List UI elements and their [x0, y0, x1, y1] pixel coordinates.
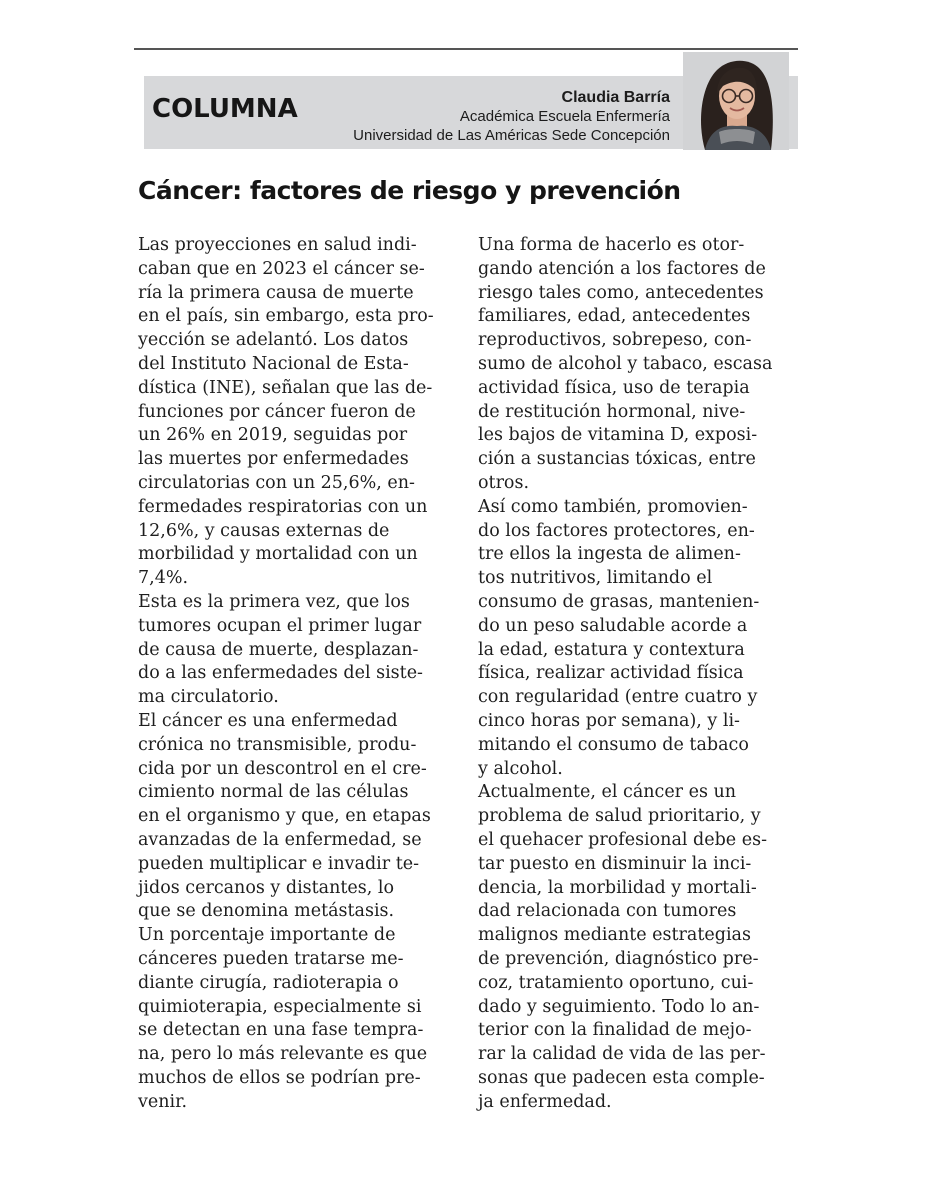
body-line: de restitución hormonal, nive- [478, 401, 746, 422]
body-line: cida por un descontrol en el cre- [138, 758, 427, 779]
body-line: cimiento normal de las células [138, 782, 409, 803]
body-line: Actualmente, el cáncer es un [478, 782, 737, 803]
author-portrait-icon [683, 52, 789, 150]
body-line: actividad física, uso de terapia [478, 377, 750, 398]
body-line: las muertes por enfermedades [138, 449, 409, 470]
section-label: COLUMNA [152, 94, 298, 124]
body-line: caban que en 2023 el cáncer se- [138, 258, 425, 279]
article-title: Cáncer: factores de riesgo y prevención [138, 176, 681, 205]
body-line: do los factores protectores, en- [478, 520, 755, 541]
body-line: dado y seguimiento. Todo lo an- [478, 996, 760, 1017]
body-line: ción a sustancias tóxicas, entre [478, 449, 756, 470]
body-line: del Instituto Nacional de Esta- [138, 353, 409, 374]
body-line: Esta es la primera vez, que los [138, 591, 410, 612]
body-line: sumo de alcohol y tabaco, escasa [478, 353, 773, 374]
body-line: avanzadas de la enfermedad, se [138, 829, 422, 850]
body-line: tos nutritivos, limitando el [478, 568, 713, 589]
body-line: un 26% en 2019, seguidas por [138, 425, 408, 446]
body-line: la edad, estatura y contextura [478, 639, 745, 660]
body-line: gando atención a los factores de [478, 258, 766, 279]
article-column-left [138, 234, 458, 1114]
body-line: mitando el consumo de tabaco [478, 734, 749, 755]
body-line: 7,4%. [138, 568, 189, 589]
body-line: morbilidad y mortalidad con un [138, 544, 418, 565]
body-line: el quehacer profesional debe es- [478, 829, 767, 850]
top-rule [134, 48, 798, 50]
body-line: con regularidad (entre cuatro y [478, 687, 758, 708]
body-line: y alcohol. [478, 758, 563, 779]
body-line: pueden multiplicar e invadir te- [138, 853, 420, 874]
body-line: que se denomina metástasis. [138, 901, 395, 922]
body-line: cinco horas por semana), y li- [478, 710, 740, 731]
body-line: crónica no transmisible, produ- [138, 734, 417, 755]
body-line: familiares, edad, antecedentes [478, 306, 751, 327]
author-role: Académica Escuela Enfermería [459, 108, 670, 125]
body-line: jidos cercanos y distantes, lo [138, 877, 395, 898]
author-photo [683, 52, 789, 150]
body-line: venir. [138, 1091, 188, 1112]
body-line: 12,6%, y causas externas de [138, 520, 390, 541]
body-line: dística (INE), señalan que las de- [138, 377, 433, 398]
body-line: do un peso saludable acorde a [478, 615, 748, 636]
author-institution: Universidad de Las Américas Sede Concepción [353, 127, 670, 144]
body-line: tar puesto en disminuir la inci- [478, 853, 752, 874]
body-line: reproductivos, sobrepeso, con- [478, 330, 752, 351]
body-line: sonas que padecen esta comple- [478, 1067, 765, 1088]
body-line: en el país, sin embargo, esta pro- [138, 306, 434, 327]
body-line: riesgo tales como, antecedentes [478, 282, 764, 303]
body-line: dencia, la morbilidad y mortali- [478, 877, 757, 898]
body-line: otros. [478, 472, 530, 493]
body-line: Una forma de hacerlo es otor- [478, 235, 745, 255]
body-line: ría la primera causa de muerte [138, 282, 414, 303]
body-line: física, realizar actividad física [478, 663, 744, 684]
body-line: do a las enfermedades del siste- [138, 663, 423, 684]
body-line: rar la calidad de vida de las per- [478, 1044, 766, 1065]
body-line: funciones por cáncer fueron de [138, 401, 416, 422]
body-line: se detectan en una fase tempra- [138, 1020, 424, 1041]
article-column-right [478, 234, 798, 1114]
author-block [353, 88, 670, 145]
body-line: de prevención, diagnóstico pre- [478, 948, 759, 969]
body-line: quimioterapia, especialmente si [138, 996, 422, 1017]
body-line: na, pero lo más relevante es que [138, 1044, 428, 1065]
body-line: malignos mediante estrategias [478, 925, 751, 946]
body-line: consumo de grasas, mantenien- [478, 591, 760, 612]
column-header-band-edge [788, 76, 798, 149]
body-line: El cáncer es una enfermedad [138, 710, 398, 731]
body-line: Las proyecciones en salud indi- [138, 235, 417, 255]
body-line: terior con la finalidad de mejo- [478, 1020, 752, 1041]
body-line: diante cirugía, radioterapia o [138, 972, 399, 993]
body-line: tre ellos la ingesta de alimen- [478, 544, 741, 565]
body-line: problema de salud prioritario, y [478, 806, 761, 827]
body-line: les bajos de vitamina D, exposi- [478, 425, 758, 446]
body-line: muchos de ellos se podrían pre- [138, 1067, 421, 1088]
body-line: Así como también, promovien- [478, 496, 748, 517]
body-line: circulatorias con un 25,6%, en- [138, 472, 415, 493]
body-line: fermedades respiratorias con un [138, 496, 428, 517]
body-line: cánceres pueden tratarse me- [138, 948, 404, 969]
body-line: tumores ocupan el primer lugar [138, 615, 422, 636]
body-line: de causa de muerte, desplazan- [138, 639, 419, 660]
body-line: dad relacionada con tumores [478, 901, 737, 922]
author-name: Claudia Barría [561, 89, 670, 106]
body-line: Un porcentaje importante de [138, 925, 396, 946]
body-line: ja enfermedad. [478, 1091, 612, 1112]
body-line: yección se adelantó. Los datos [138, 330, 409, 351]
body-line: en el organismo y que, en etapas [138, 806, 431, 827]
body-line: ma circulatorio. [138, 687, 279, 708]
body-line: coz, tratamiento oportuno, cui- [478, 972, 754, 993]
